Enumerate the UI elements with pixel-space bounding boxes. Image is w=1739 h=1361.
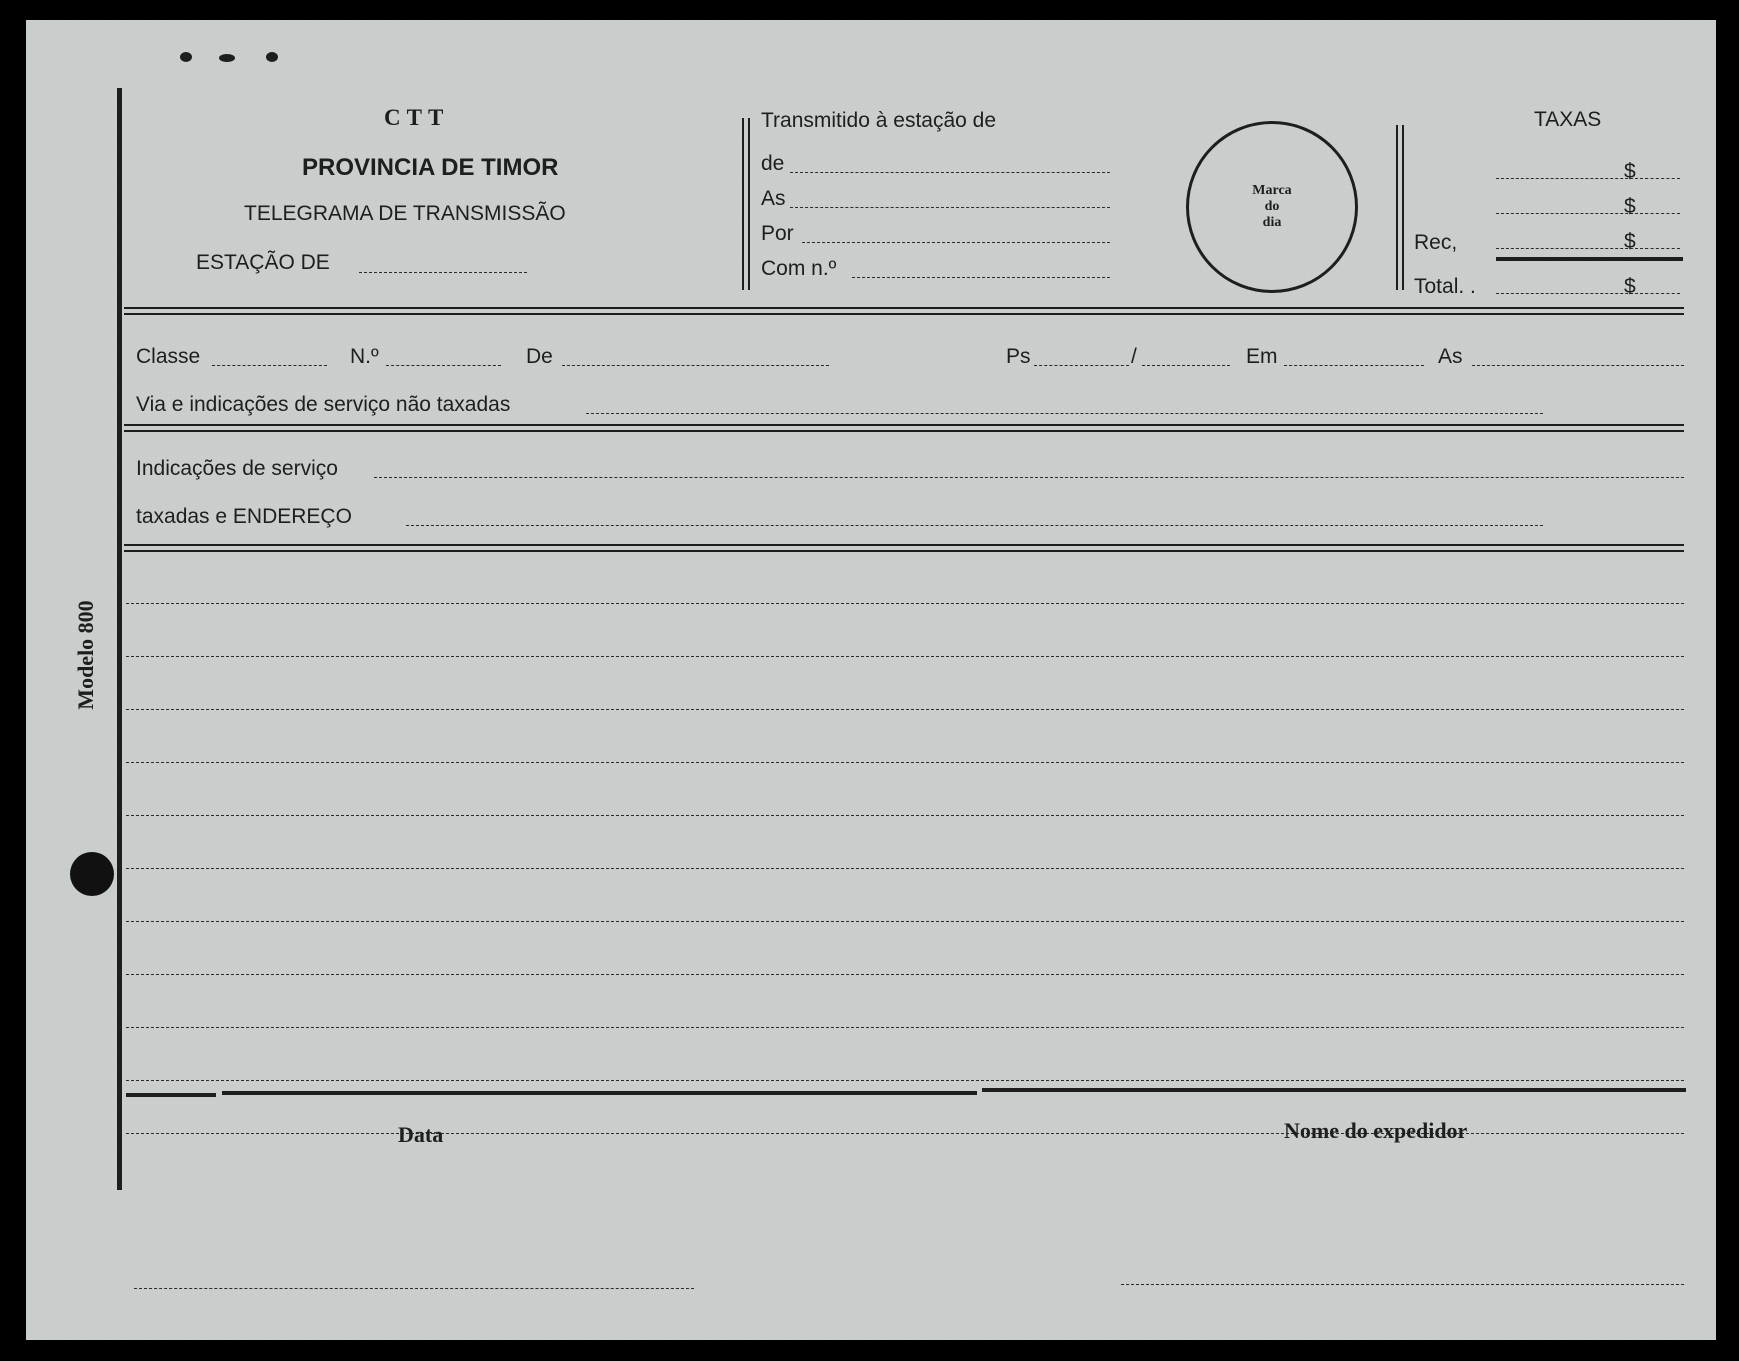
via-label: Via e indicações de serviço não taxadas [136,393,511,416]
address-field-1[interactable] [374,477,1684,478]
province-title: PROVINCIA DE TIMOR [302,154,559,181]
message-line[interactable] [126,921,1684,922]
ink-mark [219,54,235,62]
message-line[interactable] [126,709,1684,710]
message-line[interactable] [126,815,1684,816]
message-line[interactable] [126,974,1684,975]
org-name: CTT [384,105,450,130]
message-line[interactable] [126,603,1684,604]
section-rule [124,544,1684,546]
address-label-2: taxadas e ENDEREÇO [136,505,352,528]
telegram-form [26,20,1716,1340]
total-field-cents[interactable] [1640,293,1680,294]
as-field[interactable] [1472,365,1684,366]
taxas-title: TAXAS [1534,108,1602,131]
taxas-sum-rule [1496,257,1683,261]
rec-label: Rec, [1414,231,1458,254]
classe-field[interactable] [212,365,327,366]
classe-label: Classe [136,345,201,368]
stamp-line: Marca [1252,182,1292,198]
rec-field-cents[interactable] [1640,248,1680,249]
message-line[interactable] [126,656,1684,657]
transmission-por-field[interactable] [802,242,1110,243]
transmission-as-field[interactable] [790,207,1110,208]
message-line[interactable] [126,868,1684,869]
sender-field[interactable] [1121,1284,1684,1285]
form-title: TELEGRAMA DE TRANSMISSÃO [244,202,566,225]
stamp-line: do [1264,198,1280,214]
station-label: ESTAÇÃO DE [196,251,330,274]
section-rule [124,307,1684,309]
currency-sign: $ [1624,160,1636,183]
currency-sign: $ [1624,195,1636,218]
transmission-title: Transmitido à estação de [761,109,997,132]
taxas-divider [1402,125,1404,290]
numero-field[interactable] [386,365,501,366]
de-field[interactable] [562,365,829,366]
transmission-de-label: de [761,152,785,175]
stamp-line: dia [1262,215,1282,231]
taxas-divider [1396,125,1398,290]
section-rule [124,550,1684,552]
ink-mark [180,52,192,62]
ps-field-2[interactable] [1142,365,1230,366]
via-field[interactable] [586,413,1543,414]
currency-sign: $ [1624,230,1636,253]
section-rule [124,424,1684,426]
total-label: Total. . [1414,275,1476,298]
date-stamp-circle [1186,121,1358,293]
de-label: De [526,345,553,368]
section-rule [124,313,1684,315]
date-field[interactable] [134,1288,694,1289]
message-line[interactable] [126,1080,1684,1081]
footer-rule [126,1093,216,1097]
transmission-com-field[interactable] [852,277,1110,278]
address-field-2[interactable] [406,525,1543,526]
header-divider [742,118,744,290]
transmission-as-label: As [761,187,786,210]
taxa-field-1-cents[interactable] [1640,178,1680,179]
em-field[interactable] [1284,365,1424,366]
as-label: As [1438,345,1463,368]
currency-sign: $ [1624,275,1636,298]
message-line[interactable] [126,762,1684,763]
model-label: Modelo 800 [73,600,98,710]
station-field[interactable] [359,272,527,273]
taxa-field-2-cents[interactable] [1640,213,1680,214]
sender-label: Nome do expedidor [1284,1118,1468,1143]
punch-hole [70,852,114,896]
numero-label: N.º [350,345,379,368]
em-label: Em [1246,345,1278,368]
left-margin-rule [117,88,122,1190]
transmission-por-label: Por [761,222,794,245]
ps-slash: / [1131,345,1137,368]
address-label-1: Indicações de serviço [136,457,338,480]
ink-mark [266,52,278,62]
footer-rule [222,1091,977,1095]
ps-label: Ps [1006,345,1031,368]
ps-field-1[interactable] [1034,365,1129,366]
message-line[interactable] [126,1027,1684,1028]
section-rule [124,430,1684,432]
footer-rule [982,1088,1686,1092]
date-label: Data [398,1122,444,1147]
transmission-com-label: Com n.º [761,257,837,280]
header-divider [748,118,750,290]
transmission-de-field[interactable] [790,172,1110,173]
